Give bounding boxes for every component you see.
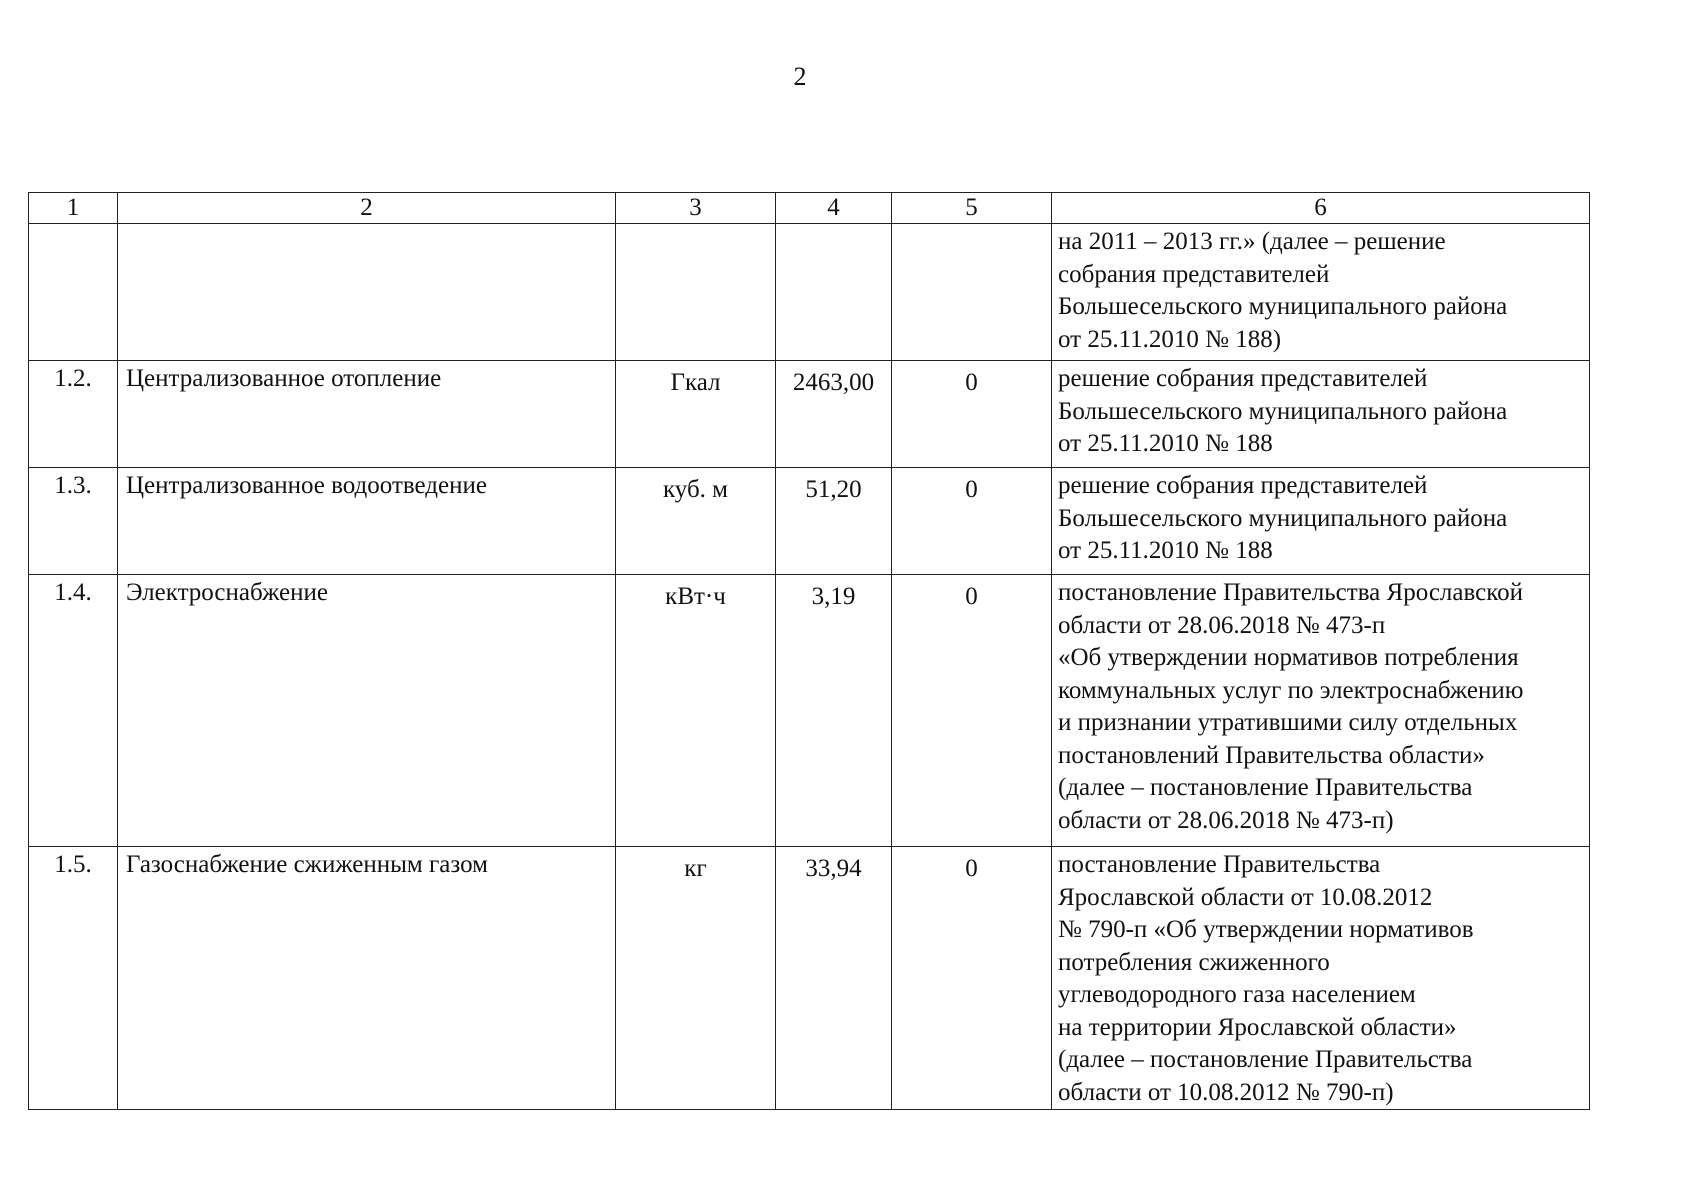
- service-name-cell: Электроснабжение: [118, 575, 616, 847]
- norm-value-cell: 51,20: [776, 468, 892, 575]
- unit-cell: куб. м: [616, 468, 776, 575]
- row-number-cell: 1.3.: [29, 468, 118, 575]
- norms-table: [28, 192, 1590, 1110]
- legal-basis-cell: на 2011 – 2013 гг.» (далее – решение собрания представителей Большесельского муниципального района от 25.11.2010 № 188): [1052, 224, 1590, 361]
- service-name-cell: Централизованное отопление: [118, 361, 616, 468]
- norm-value-cell: 33,94: [776, 847, 892, 1110]
- empty-cell: [29, 224, 118, 361]
- service-name-cell: Централизованное водоотведение: [118, 468, 616, 575]
- legal-basis-cell: постановление Правительства Ярославской области от 28.06.2018 № 473-п «Об утверждении нормативов потребления коммунальных услуг по электроснабжению и признании утратившими силу отдельных постановлений Правительства области» (далее – постановление Правительства области от 28.06.2018 № 473-п): [1052, 575, 1590, 847]
- table-row: [29, 468, 1590, 575]
- column-5-value-cell: 0: [892, 361, 1052, 468]
- empty-cell: [892, 224, 1052, 361]
- unit-cell: кВт·ч: [616, 575, 776, 847]
- row-number-cell: 1.5.: [29, 847, 118, 1110]
- column-5-value-cell: 0: [892, 468, 1052, 575]
- column-5-value-cell: 0: [892, 575, 1052, 847]
- empty-cell: [776, 224, 892, 361]
- legal-basis-cell: постановление Правительства Ярославской области от 10.08.2012 № 790-п «Об утверждении нормативов потребления сжиженного углеводородного газа населением на территории Ярославской области» (далее – постановление Правительства области от 10.08.2012 № 790-п): [1052, 847, 1590, 1110]
- column-number-4: 4: [776, 193, 892, 224]
- unit-cell: кг: [616, 847, 776, 1110]
- column-number-1: 1: [29, 193, 118, 224]
- column-number-row: [29, 193, 1590, 224]
- row-number-cell: 1.4.: [29, 575, 118, 847]
- column-5-value-cell: 0: [892, 847, 1052, 1110]
- legal-basis-cell: решение собрания представителей Большесельского муниципального района от 25.11.2010 № 188: [1052, 361, 1590, 468]
- service-name-cell: Газоснабжение сжиженным газом: [118, 847, 616, 1110]
- column-number-2: 2: [118, 193, 616, 224]
- unit-cell: Гкал: [616, 361, 776, 468]
- legal-basis-cell: решение собрания представителей Большесельского муниципального района от 25.11.2010 № 188: [1052, 468, 1590, 575]
- empty-cell: [616, 224, 776, 361]
- column-number-5: 5: [892, 193, 1052, 224]
- norm-value-cell: 2463,00: [776, 361, 892, 468]
- row-number-cell: 1.2.: [29, 361, 118, 468]
- table-row-continuation: [29, 224, 1590, 361]
- table-row: [29, 575, 1590, 847]
- norm-value-cell: 3,19: [776, 575, 892, 847]
- column-number-6: 6: [1052, 193, 1590, 224]
- table-row: [29, 361, 1590, 468]
- column-number-3: 3: [616, 193, 776, 224]
- empty-cell: [118, 224, 616, 361]
- table-row: [29, 847, 1590, 1110]
- page-number: 2: [793, 62, 807, 91]
